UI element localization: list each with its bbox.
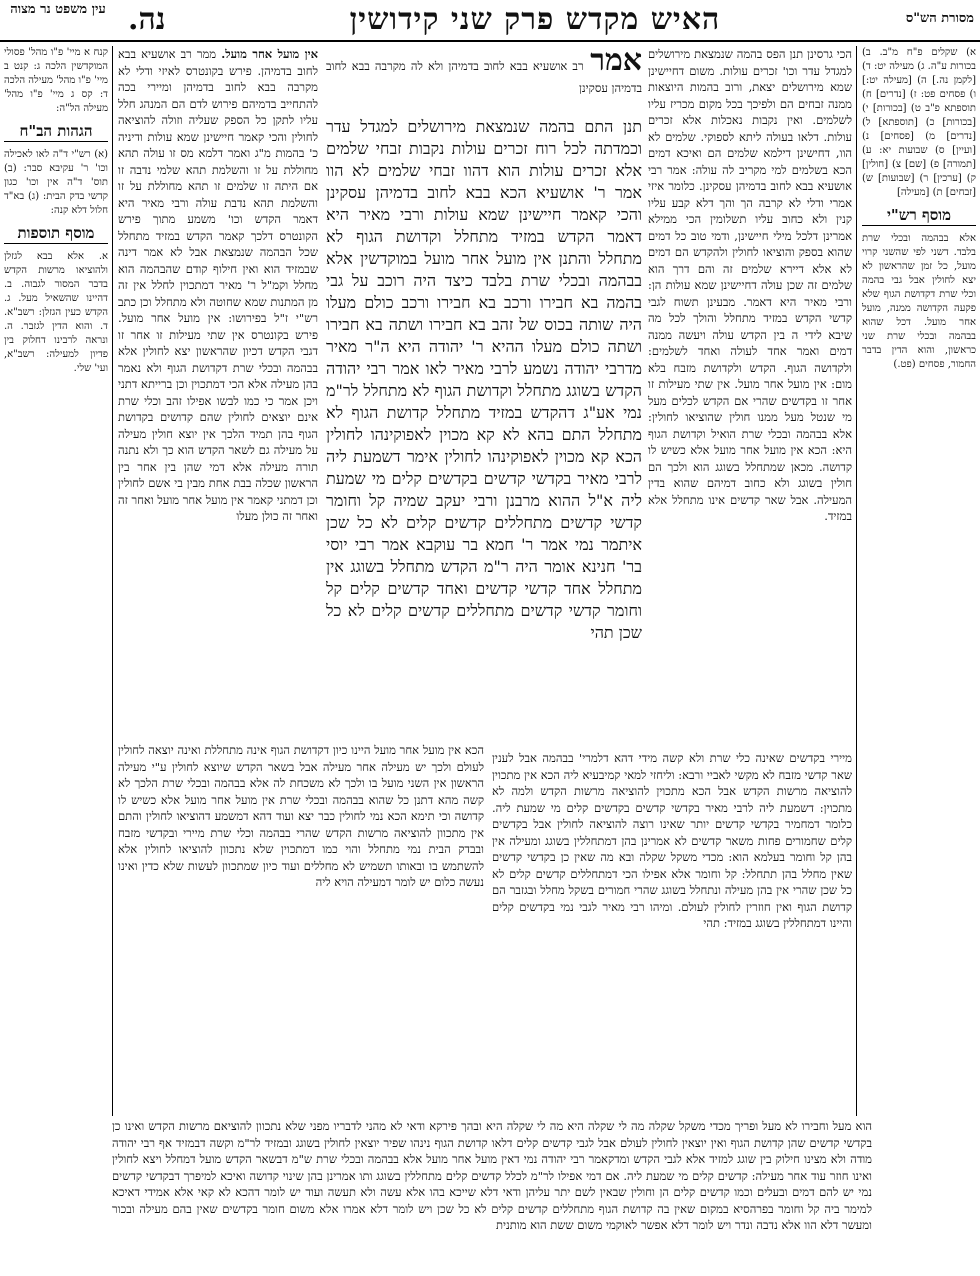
- rashi-top: [648, 46, 852, 746]
- musaf-tosafot-title: מוסף תוספות: [4, 226, 108, 244]
- gemara-opening-word: אמר: [590, 46, 642, 78]
- right-margin: [862, 46, 976, 1116]
- hagahot-text: (א) רש"י ד"ה לאו לאכילה וכו' ר' עקיבא סבר: (ב) תוס' ד"ה אין וכו' כגון קדשי בדק הבית: (ג) בא"ד חלול דלא קנה:: [4, 149, 108, 216]
- musaf-rashi-title: מוסף רש"י: [862, 208, 976, 226]
- left-margin-divider: [112, 46, 113, 1116]
- tosafot-bottom-text: הכא אין מועל אחר מועל היינו כיון דקדושת הגוף אינה מתחללת ואינה יוצאה לחולין לעולם ולכך יש מעילה אחר מעילה אבל בשאר הקדש שיוצא לחולין ע"י מעילה הראשון אין השני מועל בו ולכך לא משכחת לה אלא בבהמה ובכלי שרת הלכך לא קשה מהא דתנן כל שהוא בבהמה ובכלי שרת אין מועל אחר מועל אלא כשיש לו קדושה וכי תימא הכא נמי לחולין כבר יצא ועוד דהא דמשמע דהוציאו לחולין והתם אין מתכוון להוציאה מרשות הקדש שהרי בבהמה וכלי שרת מיירי ובקדשי מזבח ובבדק הבית נמי מתחלל והוי כמו דמתכוין שלא נתכוון להוציאו לחולין אלא להשתמש בו ובאותו תשמיש לא מחללים ועוד כיון שמתכוון לעשות שלא כדין ואינו נעשה כלום יש לומר דמעילה הויא ליה: [118, 743, 484, 889]
- ein-mishpat-label: עין משפט נר מצוה: [10, 2, 106, 17]
- masoret-text: א) שקלים פ"ח מ"ב. ב) בכורות ע"ה. ג) מעילה יט: ד) [לקמן נה.] ה) [מעילה יט:] ו) פסחים פט: ז) [נדרים] ח) תוספתא פ"ב ט) [בכורות] י) [בכורות] כ) [תוספתא] ל) [נדרים] מ) [פסחים] נ) [ועיין] ס) שבועות יא: ע) [תמורה] פ) [שם] צ) [חולין] ק) [ערכין] ר) [שבועות] ש) [זבחים] ת) [מעילה]: [862, 47, 976, 198]
- right-margin-divider: [856, 46, 857, 1116]
- masoret-hashas-label: מסורת הש"ס: [905, 11, 974, 26]
- tosafot-top-text: ממר רב אושעיא בבא לחוב בדמיהן. פירש בקונטרס לאיזי ודלי לא מקרבה בבא לחוב בדמיהן ומיירי בכה להתחייב בדמיהם פירוש לדם הם המנהג חלל עליו לתקן כל הספק שעליה וזולה להוציאה לחולין והכי קאמר חיישינן שמא עולות ודיניה כ' בהמות מ"ג ואמר דלמא מס זו עולה תהא מחוללת על זו והשלמת תהא שלמי נדבה זו אם היתה זו שלמים זו תהא מחוללת על זו והשלמת תהא נדבת עולה ורבי מאיר היא דאמר הקדש וכו' משמע מתוך פירש הקונטרס דלכך קאמר הקדש במזיד מתחלל שכל הבהמה שנמצאת אבל לא אמר דינה שבמזיד הוא ואין חילוף קודם שהבהמה הוא מחלל וקמ"ל ר' מאיר דמתכוין לחלל אין זה מן המתנות שמא שחוטה ולא מתחלל וכן כתב רש"י ז"ל בפירושו: אין מועל אחר מועל. פירש בקונטרס אין שתי מעילות זו אחר זו דגבי הקדש דכיון שהראשון יצא לחולין אלא בבהמה ובכלי שרת דקדושת הגוף ולא נאמר בהן מעילה אלא הכי דמתכוין וכן ברייתא דתני ויכן אמר כי כמו לבשו אפילו זהב וכלי שרת אינם יוצאים לחולין שהם קדושים בקדושת הגוף בהן תמיד הלכך אין יוצא חולין מעילה על מעילה גם לשאר הקדש הוא כך ולא נתנה תורה מעילה אלא דמי שהן בין אחר בין הראשון שכלה בבת אחת מבין בי אשם לחולין וכן דמתני קאמר אין מועל אחר מועל ואחר זה ואחר זה כולן מעלו: [118, 47, 318, 523]
- header-rule: [0, 40, 980, 42]
- chapter-title: האיש מקדש פרק שני קידושין: [349, 2, 721, 37]
- hagahot-title: הגהות הב"ח: [4, 124, 108, 142]
- left-margin: [4, 46, 108, 1116]
- gemara-text: תנן התם בהמה שנמצאת מירושלים למגדל עדר וכמדתה לכל רוח זכרים עולות נקבות זבחי שלמים אלא זכרים עולות הוא דהוו זבחי שלמים לא הוו אמר ר' אושעיא הכא בבא לחוב בדמיהן עסקינן והכי קאמר חיישינן שמא עולות ורבי מאיר היא דאמר הקדש במזיד מתחלל וקדושת הגוף לא מתחלל והתנן אין מועל אחר מועל במוקדשין אלא בבהמה ובכלי שרת בלבד כיצד היה רוכב על גבי בהמה בא חבירו ורכב בא חבירו ורכב כולם מעלו היה שותה בכוס של זהב בא חבירו ושתה בא חבירו ושתה כולם מעלו ההיא ר' יהודה היא ה"ר מאיר מדרבי יהודה נשמע לרבי מאיר לאו אמר רבי יהודה הקדש בשוגג מתחלל וקדושת הגוף לא מתחלל לר"מ נמי אע"ג דהקדש במזיד מתחלל קדושת הגוף לא מתחלל התם בהא לא קא מכוין לאפוקינהו לחולין הכא קא מכוין לאפוקינהו לחולין אימר דשמעת ליה לרבי מאיר בקדשי קדשים בקדשים קלים מי שמעת ליה א"ל ההוא מרבנן ורבי יעקב שמיה קל וחומר קדשי קדשים מתחללים קדשים קלים לא כל שכן איתמר נמי אמר ר' חמא בר עוקבא אמר רבי יוסי בר' חנינא אומר היה ר"מ הקדש מתחלל בשוגג אין מתחלל אחד קדשי קדשים ואחד קדשים קלים קל וחומר קדשי קדשים מתחללים קדשים קלים לא כל שכן תהי: [326, 117, 642, 642]
- ein-mishpat-text: קנח א מיי' פ"ו מהל' פסולי המוקדשין הלכה ג: קנט ב מיי' פ"ו מהל' מעילה הלכה ד: קס ג מיי' פ"ו מהל' מעילה הל"ה:: [4, 47, 108, 114]
- tosafot-opening: אין מועל אחר מועל.: [221, 47, 318, 61]
- musaf-tosafot-text: א. אלא בבא לגזלן ולהוציאו מרשות הקדש בדבר המסור לגבוה. ב. דהיינו שהשאיל מעל. ג. הקדש כעין הגזלן: רשב"א. ד. והוא הדין לגזבר. ה. ונראה לרבינו דחלוק בין פדיון למעילה: רשב"א, ועי' שלי.: [4, 251, 108, 374]
- tosafot-top: [118, 46, 318, 738]
- gemara-intro: רב אושעיא בבא לחוב בדמיהן ולא לה מקרבה בבא לחוב בדמיהן עסקינן: [326, 59, 642, 95]
- tosafot-wide-text: הוא מעל וחבירו לא מעל ופריך מכדי משקל שקלה מה לי שקלה היא מה לי שקלה היא ובהך פירקא ודאי לא מהני לדבריו מפני שלא נתכוון להוציאם מרשות הקדש ואינו כן בקדשי קדשים שהן קדושת הגוף ואין יוצאין לחולין לעולם אבל לגבי קדשים קלים דלאו קדושת הגוף נינהו שפיר יוצאין לחולין בשוגג ובמזיד לר"מ וקשה דבמזיד אף רבי יהודה מודה ולא מצינו חילוק בין שוגג למזיד אלא לגבי הקדש ומדקאמר רבי יהודה נמי דאין מועל אחר מועל אלא בבהמה ובכלי שרת ש"מ דבשאר הקדש מועל דמחלל ויצא לחולין ואינו חוזר עוד אחר מעילה: קדשים קלים מי שמעת ליה. אם דמי אפילו לר"מ לכלל קדשים קלים מתחללין בשוגג ותו אמרינן בהן שינוי קדושה ואיכא למיפרך דבקדשי קדשים נמי יש להם דמים ובעלים וכמו קדשים קלים הן וחולין שבאין לשם יתר עליהן ודאי דלא שייכא בהו אלא עשה ולא תעשה ועוד יש לומר דהכא לא קאי אלא אמידי דאיכא למימר ביה קל וחומר בפרהסיא במקום שאין בה קדושת הגוף מתחללים קדשים קלים לא כל שכן ויש לומר דלא אמרו אלא משום חומר בקדשים שאין בהם מעילה ובכור ומעשר דלא הוו אלא נדבה ונדר ויש לומר דלא אפשר לאוקמי משום ששת הוא מותנית: [112, 1119, 872, 1232]
- tosafot-bottom: [118, 742, 484, 1114]
- rashi-bottom-text: מיירי בקדשים שאינה כלי שרת ולא קשה מידי דהא דלמרי' בבהמה אבל לענין שאר קדשי מזבח לא מקשי לאביי ורבא: וליחזי למאי קמיבעיא ליה הכא אין מתכוין להוציאה מרשות הקדש אבל הכא מתכוין להוציאה מרשות הקדש ולמה לא מתכוין: דשמעת ליה לרבי מאיר בקדשי קדשים בקדשים קלים מי שמעת ליה. כלומר דמחמיר בקדשי קדשים יותר שאינו רוצה להוציאה לחולין אבל בקדשים קלים שחמורים פחות משאר קדשים לא אמרינן בהן דמתחללין בשוגג ומעילה אין בהן קל וחומר בעלמא הוא: מכדי משקל שקלה ובא מה שאין כן בקדשי קדשים שאין מחלל בהן תתחלל: קל וחומר אלא אפילו הכי דמתחללים קדשים קלים לא כל שכן שהרי אין בהן מעילה ונתחלל בשוגג שהרי חמורים בשקל מחלל ובגזבר הם קדושת הגוף ואין חוזרין לחולין לעולם. ומיהו רבי מאיר לגבי נמי בקדשים קלים והיינו דמתחללין בשוגג במזיד: תהי: [492, 751, 852, 930]
- folio-number: נה.: [128, 2, 166, 37]
- musaf-rashi-text: אלא בבהמה ובכלי שרת בלבד. דשני לפי שהשני קרוי מועל, כל זמן שהראשון לא יצא לחולין אבל גבי בהמה וכלי שרת דקדושת הגוף שלא פקעה הקדושה ממנה, מועל אחר מועל. דכל שהוא בבהמה ובכלי שרת שני כראשון, והוא הדין בדבר החמור, פסחים (פט.): [862, 233, 976, 370]
- rashi-bottom: [492, 750, 852, 1114]
- rashi-top-text: הכי גרסינן תנן הפס בהמה שנמצאת מירושלים למגדל עדר וכו' זכרים עולות. משום דחיישינן שמא מירושלים יצאת, ורוב בהמות היוצאות ממנה זבחים הם ולפיכך בכל מקום מכריז עליו לשלמים. ואין נקבות נאכלות אלא זכרים עולות. דלאו בעולה ליתא לספוקי. שלמים לא הוו, דחישינן דילמא שלמים הם ואיכא דמים הכא בשלמים למי מקריב לה עולה: אמר רבי אושעיא בבא לחוב בדמיהן עסקינן. כלומר איזי אמרי ודלי לא קרבה הך והך דלא קבע עליו קנין ולא כחוב עליו תשלומין הכי ממילא אמרינן דלכל מילי חיישינן, ודמי טוב כל דמים שהוא בספק והוציאו לחולין ולהקדש הם דמים לא אלא דיירא שלמים זה והם דרך הוא שלמים זה שכן עולה דחיישינן שמא עולות הן: ורבי מאיר היא דאמר. מבעינן תשוח לגבי קדשי הקדש במזיד מתחלל והולך לכל מה שיבא לידי ה בין הקדש עולה ויעשה ממנה דמים ואמר אחד לעולה ואחד לשלמים: ולקדושה הגוף. הקדש ולקדושת מזבח בלא מום: אין מועל אחר מועל. אין שתי מעילות זו אחר זו בקדשים שהרי אם הקדש לכלים מעל מי שנטל מעל ממנו חולין שהוציאו לחולין: אלא בבהמה ובכלי שרת הואיל וקדושת הגוף היא: הכא אין מועל אחר מועל אלא כשיש לו קדושה. מכאן שמתחלל בשוגג הוא ולכך הם חולין בשוגג ולא כחוב דמיהם שהוא בדין המעילה. אבל שאר קדשים אינו מתחלל אלא במזיד.: [648, 47, 852, 523]
- page-header: [0, 0, 980, 40]
- tosafot-wide-bottom: [112, 1118, 872, 1270]
- gemara-text-block: [326, 46, 642, 746]
